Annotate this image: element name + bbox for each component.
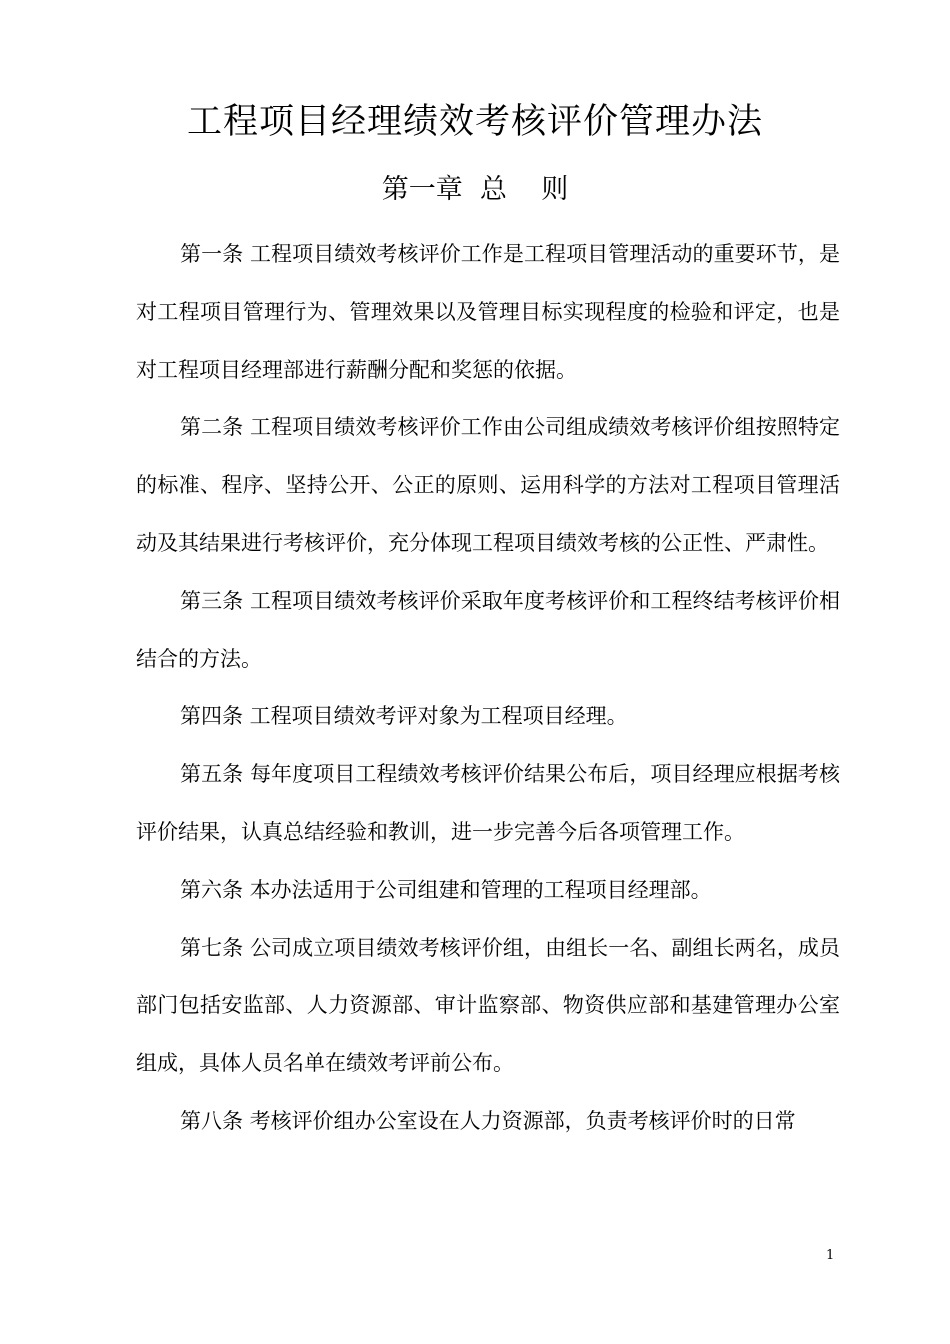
article-1: 第一条 工程项目绩效考核评价工作是工程项目管理活动的重要环节，是对工程项目管理行为、管理效果以及管理目标实现程度的检验和评定，也是对工程项目经理部进行薪酬分配和奖惩的依据。 — [136, 242, 840, 382]
article-6: 第六条 本办法适用于公司组建和管理的工程项目经理部。 — [180, 877, 712, 902]
page-number: 1 — [826, 1248, 835, 1263]
chapter-heading: 第一章 总 则 — [381, 174, 569, 205]
article-7: 第七条 公司成立项目绩效考核评价组，由组长一名、副组长两名，成员部门包括安监部、人力资源部、审计监察部、物资供应部和基建管理办公室组成，具体人员名单在绩效考评前公布。 — [136, 935, 840, 1076]
article-3: 第三条 工程项目绩效考核评价采取年度考核评价和工程终结考核评价相结合的方法。 — [136, 588, 840, 671]
article-4: 第四条 工程项目绩效考评对象为工程项目经理。 — [180, 704, 628, 729]
article-8: 第八条 考核评价组办公室设在人力资源部，负责考核评价时的日常 — [180, 1108, 796, 1133]
article-5: 第五条 每年度项目工程绩效考核评价结果公布后，项目经理应根据考核评价结果，认真总结经验和教训，进一步完善今后各项管理工作。 — [136, 762, 840, 844]
document-title: 工程项目经理绩效考核评价管理办法 — [186, 102, 763, 142]
article-2: 第二条 工程项目绩效考核评价工作由公司组成绩效考核评价组按照特定的标准、程序、坚持公开、公正的原则、运用科学的方法对工程项目管理活动及其结果进行考核评价，充分体现工程项目绩效考核的公正性、严肃性。 — [136, 415, 840, 555]
document-body — [136, 226, 840, 1151]
